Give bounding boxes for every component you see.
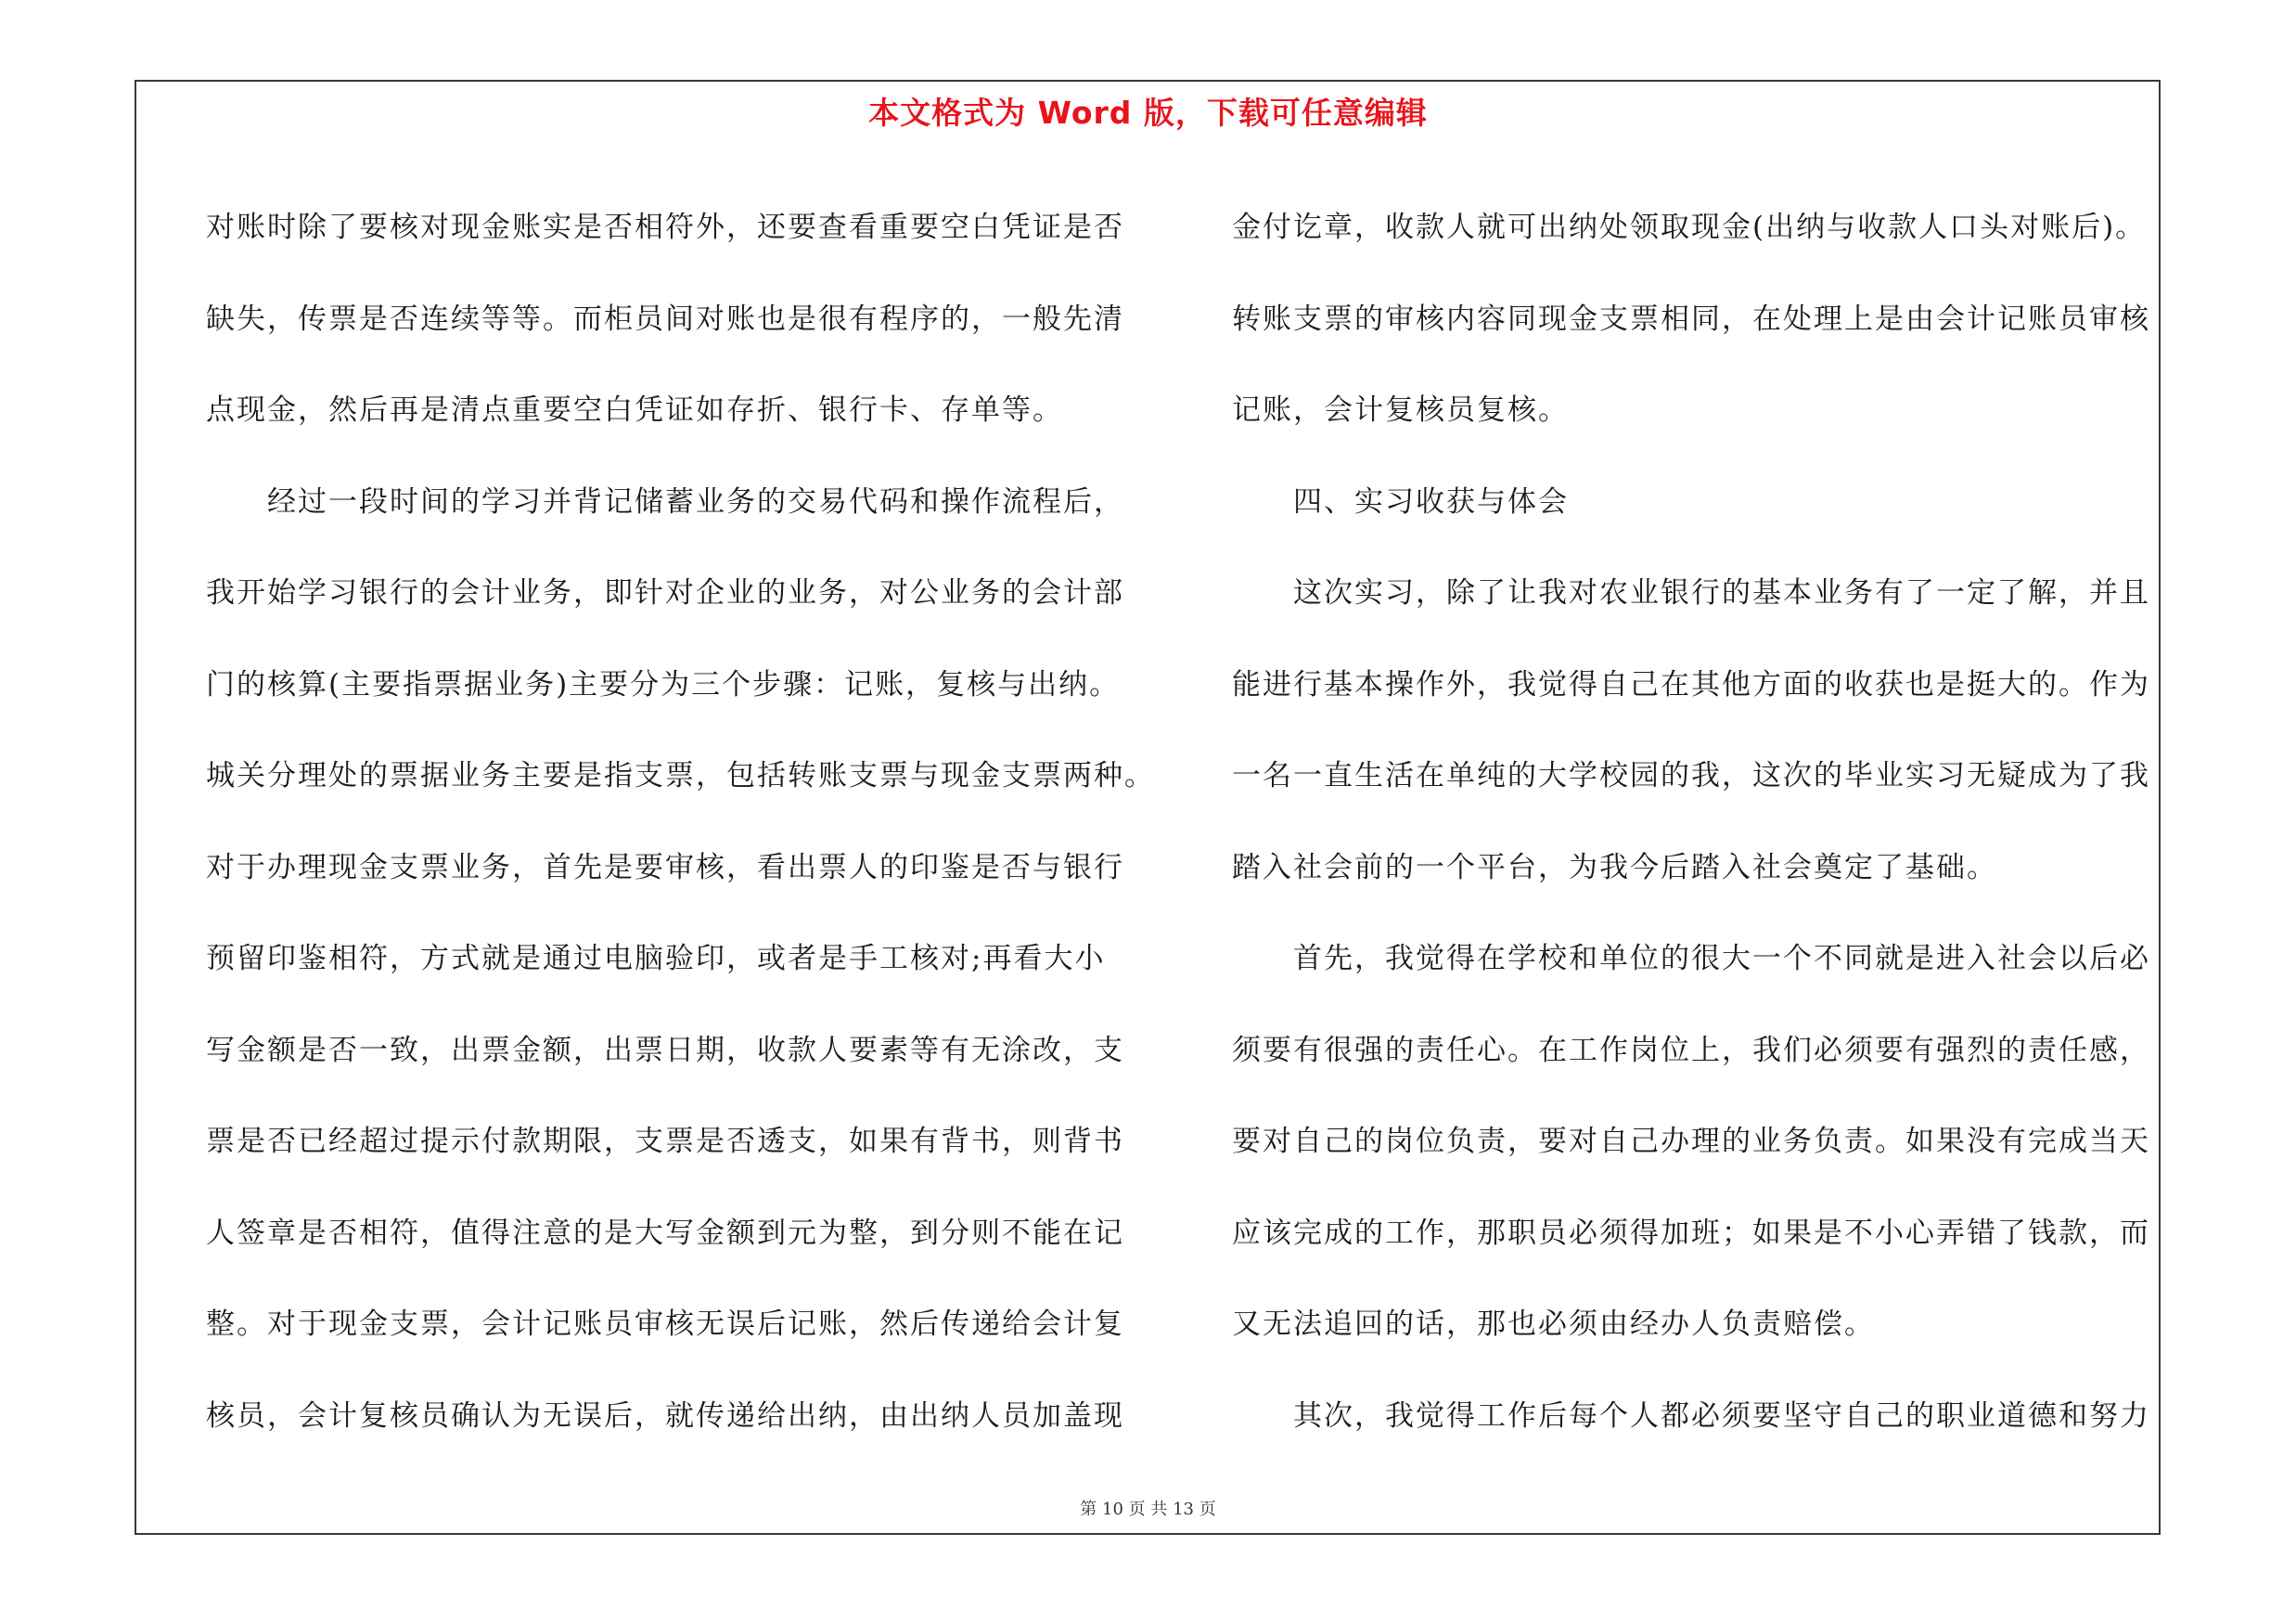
text-line: 能进行基本操作外，我觉得自己在其他方面的收获也是挺大的。作为 <box>1232 667 2150 702</box>
text-line: 点现金，然后再是清点重要空白凭证如存折、银行卡、存单等。 <box>206 393 1063 427</box>
text-line: 预留印鉴相符，方式就是通过电脑验印，或者是手工核对;再看大小 <box>206 942 1106 975</box>
text-line: 对于办理现金支票业务，首先是要审核，看出票人的印鉴是否与银行 <box>206 850 1124 884</box>
text-line: 记账，会计复核员复核。 <box>1232 393 1569 427</box>
text-line: 一名一直生活在单纯的大学校园的我，这次的毕业实习无疑成为了我 <box>1232 759 2150 792</box>
page-footer: 第 10 页 共 13 页 <box>1080 1500 1216 1519</box>
right-column <box>1232 182 2160 1462</box>
text-line: 城关分理处的票据业务主要是指支票，包括转账支票与现金支票两种。 <box>206 759 1155 792</box>
text-line: 核员，会计复核员确认为无误后，就传递给出纳，由出纳人员加盖现 <box>206 1398 1124 1433</box>
text-line: 缺失，传票是否连续等等。而柜员间对账也是很有程序的，一般先清 <box>206 302 1124 336</box>
text-line: 首先，我觉得在学校和单位的很大一个不同就是进入社会以后必 <box>1293 942 2150 975</box>
text-line: 写金额是否一致，出票金额，出票日期，收款人要素等有无涂改，支 <box>206 1033 1124 1067</box>
text-line: 须要有很强的责任心。在工作岗位上，我们必须要有强烈的责任感， <box>1232 1033 2150 1067</box>
left-column <box>206 182 1155 1462</box>
text-line: 四、实习收获与体会 <box>1293 484 1569 519</box>
format-banner: 本文格式为 Word 版，下载可任意编辑 <box>868 95 1428 131</box>
text-line: 人签章是否相符，值得注意的是大写金额到元为整，到分则不能在记 <box>206 1216 1124 1250</box>
text-line: 我开始学习银行的会计业务，即针对企业的业务，对公业务的会计部 <box>206 576 1124 610</box>
text-line: 对账时除了要核对现金账实是否相符外，还要查看重要空白凭证是否 <box>206 211 1124 244</box>
text-line: 踏入社会前的一个平台，为我今后踏入社会奠定了基础。 <box>1232 850 1997 884</box>
text-line: 门的核算(主要指票据业务)主要分为三个步骤：记账，复核与出纳。 <box>206 667 1121 702</box>
text-line: 又无法追回的话，那也必须由经办人负责赔偿。 <box>1232 1307 1875 1341</box>
text-line: 其次，我觉得工作后每个人都必须要坚守自己的职业道德和努力 <box>1293 1398 2150 1433</box>
text-line: 金付讫章，收款人就可出纳处领取现金(出纳与收款人口头对账后)。 <box>1232 211 2147 244</box>
text-line: 这次实习，除了让我对农业银行的基本业务有了一定了解，并且 <box>1293 576 2150 610</box>
text-line: 要对自己的岗位负责，要对自己办理的业务负责。如果没有完成当天 <box>1232 1125 2150 1158</box>
text-line: 转账支票的审核内容同现金支票相同，在处理上是由会计记账员审核 <box>1232 302 2150 336</box>
text-line: 经过一段时间的学习并背记储蓄业务的交易代码和操作流程后， <box>267 484 1124 519</box>
text-line: 整。对于现金支票，会计记账员审核无误后记账，然后传递给会计复 <box>206 1307 1124 1341</box>
text-line: 应该完成的工作，那职员必须得加班；如果是不小心弄错了钱款，而 <box>1232 1216 2150 1250</box>
text-line: 票是否已经超过提示付款期限，支票是否透支，如果有背书，则背书 <box>206 1125 1124 1158</box>
